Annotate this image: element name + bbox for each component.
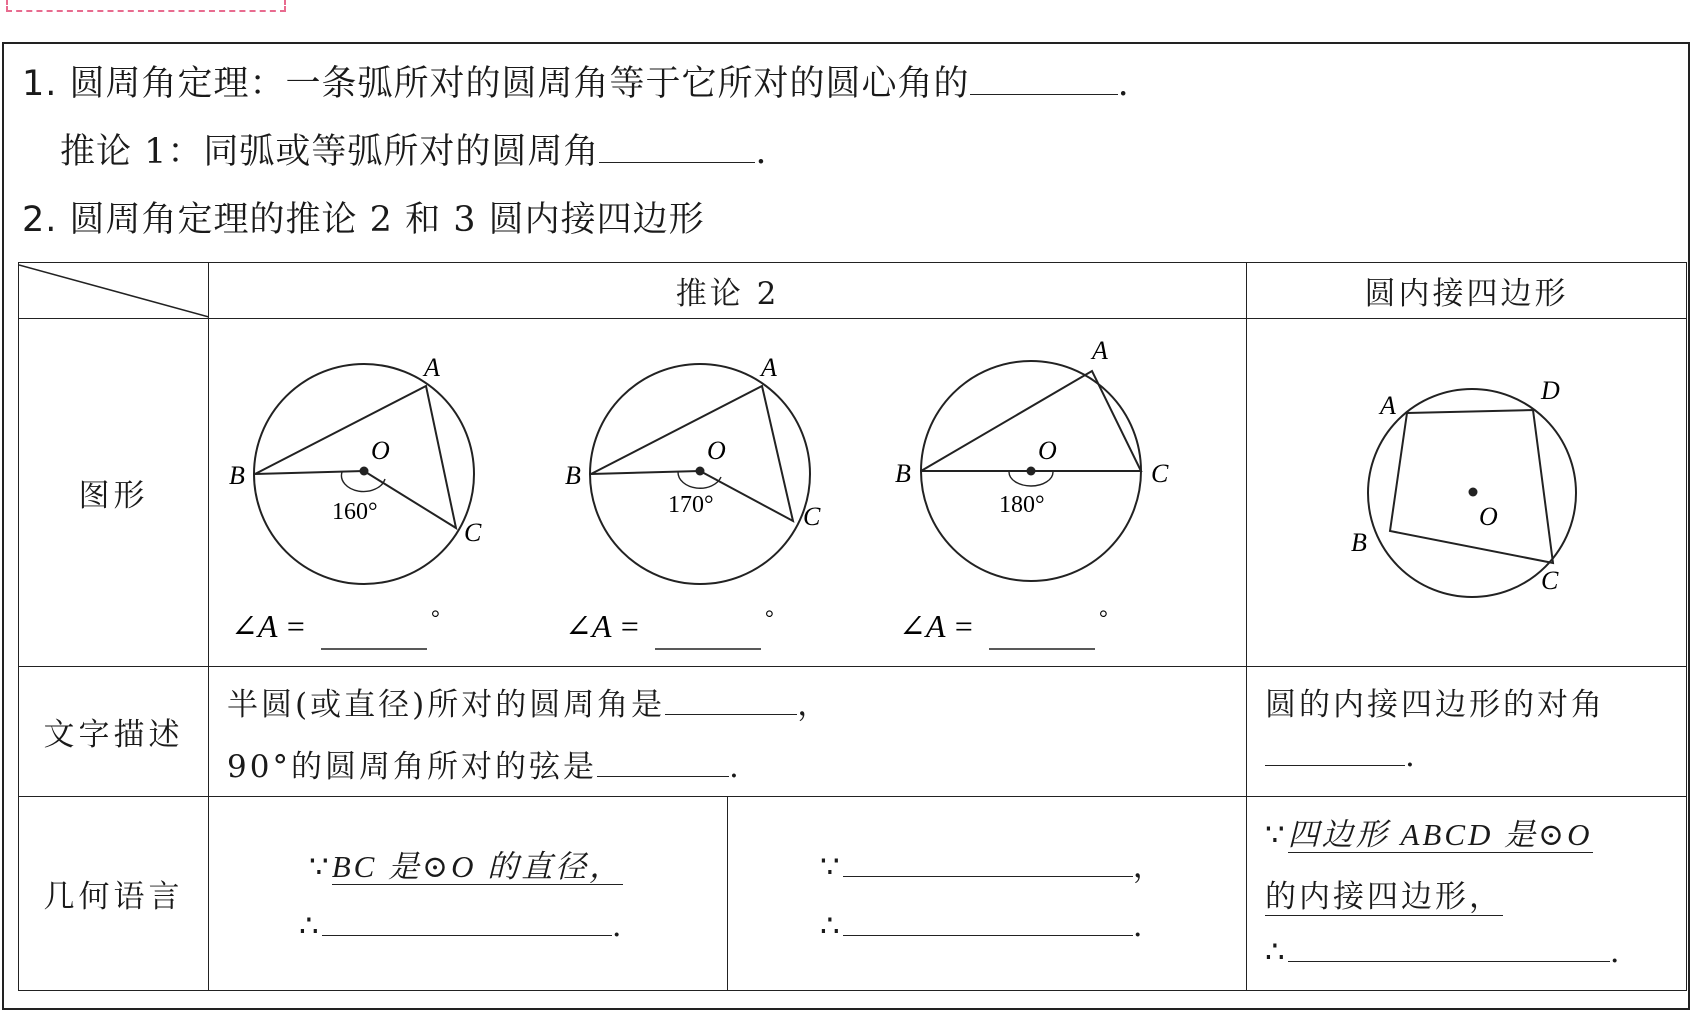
- figure-180: [895, 336, 1169, 649]
- fig3-label-B: B: [895, 459, 911, 488]
- fig1-angle: 160°: [332, 499, 378, 525]
- desc-right-line2-end: .: [1405, 738, 1418, 774]
- fig1-label-A: A: [424, 353, 440, 382]
- q2-line: [22, 192, 705, 242]
- q1-number: 1.: [22, 64, 58, 104]
- theorem-table: [18, 262, 1687, 991]
- desc-left-line2: [227, 741, 742, 786]
- fig2-label-O: O: [707, 436, 726, 465]
- desc-right-line1: 圆的内接四边形的对角: [1265, 687, 1606, 723]
- header-inscribed-quad: 圆内接四边形: [1247, 263, 1687, 319]
- geo-b-end: .: [1132, 908, 1146, 944]
- geo-c-line1: [1265, 809, 1593, 854]
- geo-a-therefore: ∴: [299, 908, 322, 944]
- geo-c-text2: 的内接四边形，: [1265, 879, 1504, 915]
- desc-left-line1-text: 半圆(或直径)所对的圆周角是: [227, 687, 666, 723]
- geo-a-because-text: BC 是⊙O 的直径，: [331, 849, 624, 884]
- fig2-label-A: A: [761, 353, 777, 382]
- geo-b-comma: ，: [1132, 849, 1167, 885]
- geo-c-end: .: [1609, 934, 1623, 970]
- fig2-label-C: C: [803, 502, 821, 531]
- geo-a-cell: [209, 797, 728, 991]
- geo-c-line3: [1265, 933, 1623, 970]
- geo-b-line1: [820, 841, 1167, 886]
- quad-figure-cell: [1247, 319, 1687, 667]
- fig1-suffix: °: [431, 605, 440, 630]
- quad-label-C: C: [1541, 566, 1559, 595]
- desc-left-line1-end: ，: [797, 687, 832, 723]
- fig1-label-B: B: [229, 461, 245, 490]
- q1-corollary-blank[interactable]: [599, 134, 755, 163]
- desc-right-line2: [1265, 737, 1418, 774]
- geo-b-blank2[interactable]: [843, 907, 1133, 936]
- desc-left-line2-end: .: [728, 749, 742, 785]
- row-label-figure: 图形: [19, 319, 209, 667]
- geo-b-because: ∵: [820, 849, 843, 885]
- quad-label-D: D: [1541, 376, 1560, 405]
- desc-left-line2-text: 90°的圆周角所对的弦是: [227, 749, 597, 785]
- header-corollary2: 推论 2: [209, 263, 1247, 319]
- desc-left-blank1[interactable]: [665, 686, 797, 715]
- geo-c-because: ∵: [1265, 817, 1288, 853]
- q1-text: 圆周角定理：一条弧所对的圆周角等于它所对的圆心角的: [69, 64, 970, 104]
- fig2-suffix: °: [765, 605, 774, 630]
- fig2-prompt: ∠A =: [565, 608, 641, 644]
- fig3-angle: 180°: [999, 492, 1045, 518]
- fig3-label-O: O: [1038, 436, 1057, 465]
- q1-end: .: [1117, 64, 1130, 104]
- desc-right-blank[interactable]: [1265, 737, 1405, 766]
- fig3-suffix: °: [1099, 605, 1108, 630]
- geo-b-blank1[interactable]: [843, 848, 1133, 877]
- quad-label-O: O: [1479, 502, 1498, 531]
- q1-blank[interactable]: [970, 66, 1118, 95]
- inscribed-angle-figures: [209, 319, 1247, 667]
- geo-b-therefore: ∴: [820, 908, 843, 944]
- figures-cell: [209, 319, 1247, 667]
- q1-line: [22, 56, 1130, 106]
- fig1-label-C: C: [464, 518, 482, 547]
- geo-b-line2: [820, 907, 1146, 944]
- geo-a-line2: [299, 907, 625, 944]
- fig1-prompt: ∠A =: [231, 608, 307, 644]
- fig3-prompt: ∠A =: [899, 608, 975, 644]
- desc-left-line1: [227, 679, 831, 724]
- q1-corollary: 推论 1：同弧或等弧所对的圆周角: [60, 132, 600, 172]
- geo-a-blank[interactable]: [322, 907, 612, 936]
- geo-c-cell: [1247, 797, 1687, 991]
- geo-c-therefore: ∴: [1265, 934, 1288, 970]
- q2-number: 2.: [22, 200, 58, 240]
- q1-corollary-line: [60, 124, 768, 174]
- diagonal-slash: [19, 263, 209, 319]
- figure-160: [229, 353, 482, 649]
- geo-c-line2: [1265, 871, 1503, 916]
- header-corner-cell: [19, 263, 209, 319]
- desc-left-blank2[interactable]: [597, 748, 729, 777]
- desc-right-cell: [1247, 667, 1687, 797]
- q2-text: 圆周角定理的推论 2 和 3 圆内接四边形: [69, 200, 705, 240]
- geo-a-because: ∵: [309, 849, 332, 885]
- geo-a-line1: [309, 841, 623, 886]
- inscribed-quad-figure: [1247, 319, 1687, 667]
- quad-label-B: B: [1351, 528, 1367, 557]
- fig3-label-A: A: [1092, 336, 1108, 365]
- fig3-label-C: C: [1151, 459, 1169, 488]
- section-tab-border: [6, 0, 286, 12]
- fig2-angle: 170°: [668, 492, 714, 518]
- fig2-label-B: B: [565, 461, 581, 490]
- q1-corollary-end: .: [755, 132, 768, 172]
- fig1-label-O: O: [371, 436, 390, 465]
- figure-170: [565, 353, 821, 649]
- quad-label-A: A: [1380, 391, 1396, 420]
- geo-c-text1: 四边形 ABCD 是⊙O: [1287, 817, 1593, 852]
- row-label-geometry: 几何语言: [19, 797, 209, 991]
- row-label-description: 文字描述: [19, 667, 209, 797]
- geo-b-cell: [728, 797, 1247, 991]
- geo-c-blank[interactable]: [1288, 933, 1610, 962]
- geo-a-end: .: [611, 908, 625, 944]
- desc-left-cell: [209, 667, 1247, 797]
